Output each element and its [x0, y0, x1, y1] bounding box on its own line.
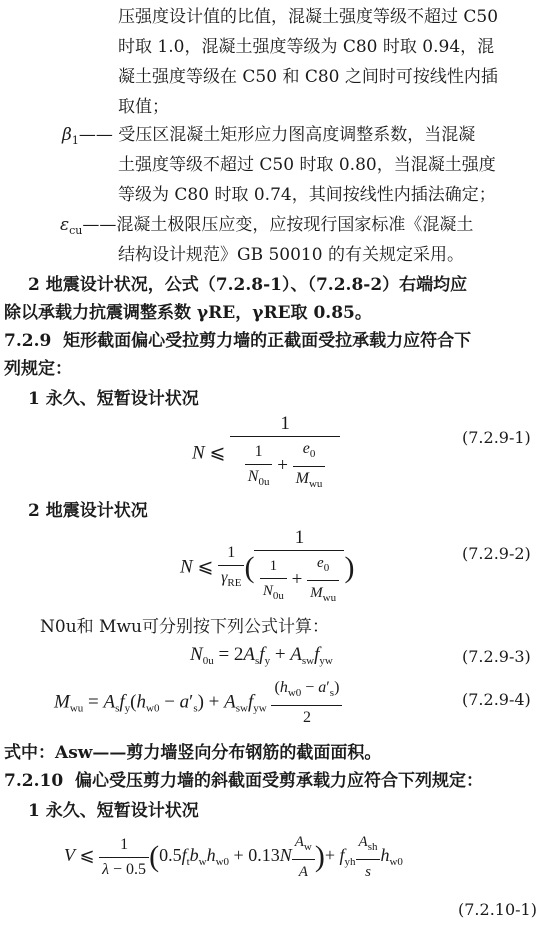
equation-7-2-10-1: V ⩽ $\frac{1}{\lambda - 0.5}$ ($0.5f_tb_wh_{w0} + 0.13N$ $\frac{A_w}{A}$ )+ $f_{yh}$ $\frac{A_{sh}}{s}$ $h_{w0}$ [64, 830, 403, 884]
equation-number: (7.2.10-1) [458, 900, 537, 919]
text-line: 结构设计规范》GB 50010 的有关规定采用。 [118, 245, 464, 265]
text-line: 等级为 C80 时取 0.74，其间按线性内插法确定； [118, 185, 496, 205]
clause-7-2-10 [4, 770, 483, 792]
clause-number: 7.2.9 [4, 331, 52, 351]
equation-number: (7.2.9-2) [462, 544, 531, 563]
text-line: 土强度等级不超过 C50 时取 0.80，当混凝土强度 [118, 155, 496, 175]
epsilon-definition [60, 214, 473, 242]
clause-text: 矩形截面偏心受拉剪力墙的正截面受拉承载力应符合下 [63, 331, 472, 351]
beta-subscript: 1 [71, 134, 79, 147]
item-1-persistent: 1 永久、短暂设计状况 [28, 389, 199, 409]
equation-7-2-9-1: N ⩽ 1 $\frac{1}{N_{0u}}$ + $\frac{e_0}{M_{wu}}$ [192, 412, 340, 496]
text-line: 时取 1.0，混凝土强度等级为 C80 时取 0.94，混 [118, 37, 495, 57]
epsilon-subscript: cu [69, 224, 83, 237]
clause-7-2-9 [4, 330, 471, 352]
equation-number: (7.2.9-4) [462, 690, 531, 709]
formula-intro: N0u和 Mwu可分别按下列公式计算： [40, 617, 329, 637]
item-2-seismic: 2 地震设计状况 [28, 501, 148, 521]
equation-7-2-9-3: $N_{0u} = 2A_sf_y + A_{sw}f_{yw}$ [190, 644, 333, 667]
text-line: 压强度设计值的比值，混凝土强度等级不超过 C50 [118, 7, 499, 27]
text-line: 取值； [118, 97, 169, 117]
beta-text: —— 受压区混凝土矩形应力图高度调整系数，当混凝 [78, 125, 476, 145]
equation-7-2-9-2: N ⩽ $\frac{1}{\gamma_{RE}}$ ( 1 $\frac{1}{N_{0u}}$ + $\frac{e_0}{M_{wu}}$ ) [180, 527, 355, 604]
where-clause: 式中：Asw——剪力墙竖向分布钢筋的截面面积。 [4, 743, 382, 763]
beta-definition [62, 124, 475, 152]
epsilon-text: ——混凝土极限压应变，应按现行国家标准《混凝土 [82, 215, 474, 235]
beta-symbol: β [62, 125, 72, 145]
equation-number: (7.2.9-1) [462, 428, 531, 447]
text-line: 凝土强度等级在 C50 和 C80 之间时可按线性内插 [118, 67, 498, 87]
item-1-persistent: 1 永久、短暂设计状况 [28, 801, 199, 821]
text-line: 列规定： [4, 359, 72, 379]
clause-text: 偏心受压剪力墙的斜截面受剪承载力应符合下列规定： [75, 771, 483, 791]
item-2-seismic: 2 地震设计状况，公式（7.2.8-1）、（7.2.8-2）右端均应 [28, 275, 468, 295]
equation-number: (7.2.9-3) [462, 647, 531, 666]
equation-7-2-9-4: $M_{wu} = A_sf_y(h_{w0} - a'_s) + A_{sw}f_{yw}$ $\frac{(h_{w0} - a'_s)}{2}$ [54, 676, 342, 730]
epsilon-symbol: ε [60, 215, 70, 235]
clause-number: 7.2.10 [4, 771, 64, 791]
text-line: 除以承载力抗震调整系数 γRE，γRE取 0.85。 [4, 303, 372, 323]
